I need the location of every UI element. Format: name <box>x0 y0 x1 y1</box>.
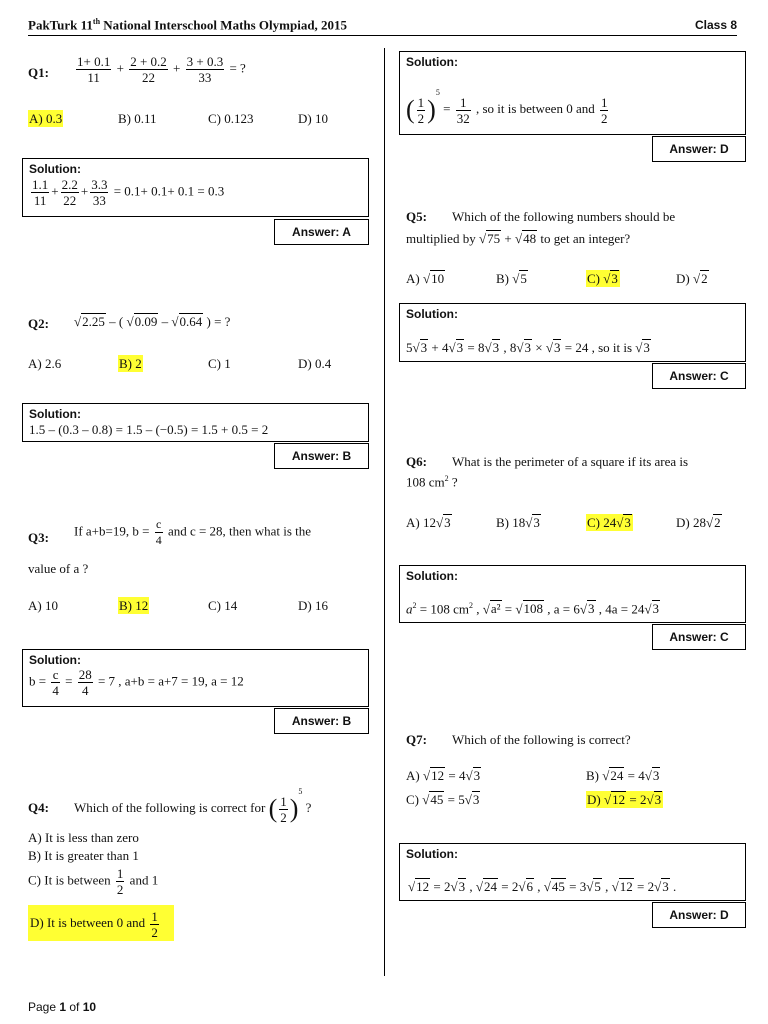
q4-option-b[interactable]: B) It is greater than 1 <box>28 848 139 863</box>
q3-option-d[interactable]: D) 16 <box>298 598 328 613</box>
q6-label: Q6: <box>406 454 427 469</box>
q3-question-cont: value of a ? <box>28 561 89 576</box>
q3-option-a[interactable]: A) 10 <box>28 598 58 613</box>
q7-solution-text: √12 = 2√3 , √24 = 2√6 , √45 = 3√5 , √12 = 2√3 . <box>408 879 677 894</box>
q7-label: Q7: <box>406 732 427 747</box>
q1-option-a[interactable]: A) 0.3 <box>29 111 63 126</box>
q6-option-b[interactable]: B) 18√3 <box>496 515 540 530</box>
q7-solution-box <box>399 843 746 901</box>
q2-option-a[interactable]: A) 2.6 <box>28 356 62 371</box>
title-superscript: th <box>92 17 101 26</box>
q3-answer: Answer: B <box>274 708 369 734</box>
header-divider <box>28 35 737 36</box>
solution-title: Solution: <box>406 569 458 583</box>
title-text: PakTurk 11 <box>28 17 93 33</box>
q3-label: Q3: <box>28 530 49 545</box>
q5-label: Q5: <box>406 209 427 224</box>
q5-option-a[interactable]: A) √10 <box>406 271 445 286</box>
q6-solution-text: $a^2 = 108$ $cm^2$ , √a² = √108 , a = 6√3 , 4a = 24√3 <box>406 601 660 617</box>
page-indicator: Page 1 of 10 <box>28 1000 97 1014</box>
q6-answer: Answer: C <box>652 624 746 650</box>
q2-solution-text: 1.5 – (0.3 – 0.8) = 1.5 – (−0.5) = 1.5 + 0.5 = 2 <box>29 422 269 437</box>
q4-answer: Answer: D <box>652 136 746 162</box>
q2-option-d[interactable]: D) 0.4 <box>298 356 332 371</box>
q3-option-b[interactable]: B) 12 <box>119 598 149 613</box>
q1-option-d[interactable]: D) 10 <box>298 111 328 126</box>
q6-option-c[interactable]: C) 24√3 <box>587 515 631 530</box>
q1-option-c[interactable]: C) 0.123 <box>208 111 254 126</box>
q4-solution-box <box>399 51 746 135</box>
q6-option-d[interactable]: D) 28√2 <box>676 515 721 530</box>
q1-solution-text: $\frac{1.1}{11}$ + $\frac{2.2}{22}$ + $\frac{3.3}{33}$ = 0.1+ 0.1+ 0.1 = 0.3 <box>32 177 225 208</box>
q4-option-a[interactable]: A) It is less than zero <box>28 830 139 845</box>
q7-option-d[interactable]: D) √12 = 2√3 <box>587 792 662 807</box>
q5-solution-text: 5√3 + 4√3 = 8√3 , 8√3 × √3 = 24 , so it is √3 <box>406 340 650 355</box>
title-text-rest: National Interschool Maths Olympiad, 2015 <box>100 17 348 33</box>
column-divider <box>384 48 385 976</box>
q7-answer: Answer: D <box>652 902 746 928</box>
q7-option-a[interactable]: A) √12 = 4√3 <box>406 768 481 783</box>
q3-solution-text: b = $\frac{c}{4}$ = $\frac{28}{4}$ = 7 , a+b = a+7 = 19, a = 12 <box>29 667 244 698</box>
q1-frac-3: $\frac{3 + 0.3}{33}$ <box>186 54 224 85</box>
document-title <box>28 17 347 33</box>
q2-label: Q2: <box>28 316 49 331</box>
q2-expression: √2.25 – ( √0.09 – √0.64 ) = ? <box>74 314 231 329</box>
q6-question: What is the perimeter of a square if its area is <box>452 454 689 469</box>
q5-option-c[interactable]: C) √3 <box>587 271 618 286</box>
q1-solution-box <box>22 158 369 217</box>
q7-question: Which of the following is correct? <box>452 732 631 747</box>
q6-question-cont: 108 $cm^2$ ? <box>406 474 458 490</box>
q3-option-c[interactable]: C) 14 <box>208 598 238 613</box>
q7-option-c[interactable]: C) √45 = 5√3 <box>406 792 480 807</box>
q1-answer: Answer: A <box>274 219 369 245</box>
q4-question: Which of the following is correct for ( $\frac{1}{2}$ )$^5$ ? <box>74 787 312 825</box>
q6-option-a[interactable]: A) 12√3 <box>406 515 451 530</box>
q6-solution-box <box>399 565 746 623</box>
q1-option-b[interactable]: B) 0.11 <box>118 111 157 126</box>
solution-title: Solution: <box>29 653 81 667</box>
q3-question: If a+b=19, b = $\frac{c}{4}$ and c = 28, then what is the <box>74 517 312 547</box>
solution-title: Solution: <box>406 55 458 69</box>
solution-title: Solution: <box>29 162 81 176</box>
q5-solution-box <box>399 303 746 362</box>
q5-option-d[interactable]: D) √2 <box>676 271 708 286</box>
q7-option-b[interactable]: B) √24 = 4√3 <box>586 768 660 783</box>
q2-option-b[interactable]: B) 2 <box>119 356 142 371</box>
q2-solution-box <box>22 403 369 442</box>
q5-question-cont: multiplied by √75 + √48 to get an integer? <box>406 231 631 246</box>
q2-answer: Answer: B <box>274 443 369 469</box>
class-label: Class 8 <box>694 18 737 32</box>
q1-expression: $\frac{1+ 0.1}{11}$ + $\frac{2 + 0.2}{22}$ + $\frac{3 + 0.3}{33}$ = ? <box>77 54 246 85</box>
q1-frac-2: $\frac{2 + 0.2}{22}$ <box>130 54 167 85</box>
q5-option-b[interactable]: B) √5 <box>496 271 527 286</box>
q1-label: Q1: <box>28 65 49 80</box>
solution-title: Solution: <box>29 407 81 421</box>
q3-solution-box <box>22 649 369 707</box>
q4-option-d[interactable]: D) It is between 0 and $\frac{1}{2}$ <box>28 905 174 941</box>
solution-title: Solution: <box>406 307 458 321</box>
q4-solution-text: ( $\frac{1}{2}$ )$^5$ = $\frac{1}{32}$ , so it is between 0 and $\frac{1}{2}$ <box>406 88 608 126</box>
solution-title: Solution: <box>406 847 458 861</box>
q4-option-c[interactable]: C) It is between $\frac{1}{2}$ and 1 <box>28 866 159 897</box>
q2-option-c[interactable]: C) 1 <box>208 356 231 371</box>
q4-label: Q4: <box>28 800 49 815</box>
q5-answer: Answer: C <box>652 363 746 389</box>
q1-frac-1: $\frac{1+ 0.1}{11}$ <box>77 54 111 85</box>
q5-question: Which of the following numbers should be <box>452 209 676 224</box>
